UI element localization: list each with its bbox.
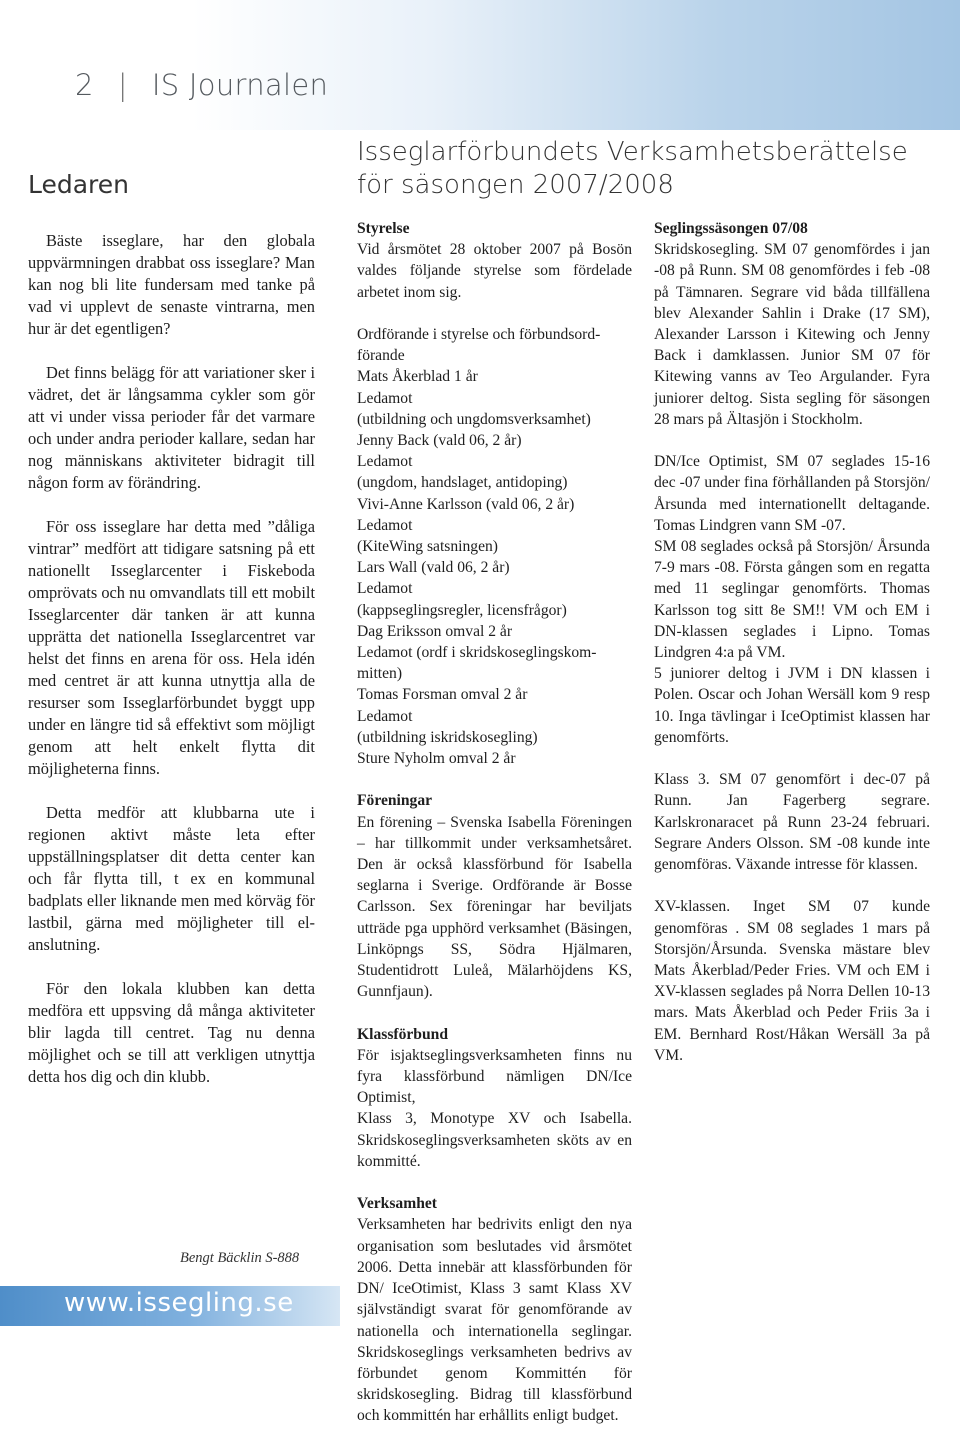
board-member-list <box>357 324 632 769</box>
editorial-paragraph: Bäste isseglare, har den globala uppvärmningen drabbat oss isseglare? Man kan nog bli lite fundersam med tanke på vad vi upplevt de senaste vintrarna, men hur är det egentligen? <box>28 231 315 338</box>
verksamhet-text: Verksamheten har bedrivits enligt den nya organisation som beslutades vid årsmötet 2006. Detta innebär att klassförbunden för DN/ IceOtimist, Klass 3 samt Klass XV självständigt svarat för genomförande av nationella och internationella seglingar. Skridskoseglings verksamheten bedrivs av förbundet genom Kommittén för skridskosegling. Bidrag till klassförbund och kommittén har erhållits enligt budget. <box>357 1216 632 1425</box>
board-line: Mats Åkerblad 1 år <box>357 368 478 386</box>
board-line: Sture Nyholm omval 2 år <box>357 750 516 768</box>
section-heading-seglingssasongen: Seglingssäsongen 07/08 <box>654 220 808 237</box>
board-line: Ledamot <box>357 389 413 407</box>
editorial-paragraph: Detta medför att klubbarna ute i regionen aktivt måste leta efter uppställningsplatser dit detta center kan och får flytta till, t ex en kommunal badplats eller liknande men med körväg för lastbil, gärna med möjligheter till el-anslutning. <box>28 803 315 954</box>
styrelse-intro: Vid årsmötet 28 oktober 2007 på Bosön valdes följande styrelse som fördelade arbetet inom sig. <box>357 241 632 301</box>
header-band <box>0 0 960 130</box>
board-line: Ordförande i styrelse och förbundsord- <box>357 326 601 343</box>
board-line: Ledamot <box>357 453 413 471</box>
season-paragraph: XV-klassen. Inget SM 07 kunde genomföras . SM 08 seglades 1 mars på Storsjön/Årsunda. Svenska mästare blev Mats Åkerblad/Peder Fries. VM och EM i XV-klassen seglades på Norra Dellen 10-13 mars. Mats Åkerblad och Peder Friis 3a i EM. Bernhard Rost/Håkan Wersäll 3a på VM. <box>654 898 930 1064</box>
board-line: Ledamot <box>357 516 413 534</box>
board-line: Ledamot <box>357 707 413 725</box>
board-line: (utbildning iskridskosegling) <box>357 728 538 746</box>
board-line: förande <box>357 347 405 365</box>
editorial-paragraph: Det finns belägg för att variationer sker i vädret, det är långsamma cykler som gör att vi under vissa perioder får det varmare och under andra perioder kallare, sedan har nog människans aktiviteter bidragit till någon form av förändring. <box>28 363 315 492</box>
page-header <box>75 68 328 102</box>
board-line: Jenny Back (vald 06, 2 år) <box>357 432 522 450</box>
board-line: Vivi-Anne Karlsson (vald 06, 2 år) <box>357 495 575 513</box>
board-line: Tomas Forsman omval 2 år <box>357 686 528 704</box>
board-line: Lars Wall (vald 06, 2 år) <box>357 559 510 577</box>
editorial-signature: Bengt Bäcklin S-888 <box>180 1250 300 1266</box>
board-line: (utbildning och ungdomsverksamhet) <box>357 410 591 428</box>
foreningar-text: En förening – Svenska Isabella Föreningen – har tillkommit under verksamhetsåret. Den är också klassförbund för Isabella seglarna i Sverige. Ordförande är Bosse Carlsson. Sex föreningar har beviljats utträde pga upphörd verksamhet (Bäsingen, Linköpngs SS, Södra Hjälmaren, Studentidrott Luleå, Mälarhöjdens KS, Gunnfjaun). <box>357 813 632 1001</box>
klassforbund-text: För isjaktseglingsverksamheten finns nu fyra klassförbund nämligen DN/Ice Optimist, <box>357 1046 632 1107</box>
season-paragraph: Klass 3. SM 07 genomfört i dec-07 på Runn. Jan Fagerberg segrare. Karlskronaracet på Runn 23-24 februari. Segrare Anders Olsson. SM -08 kunde inte genomföras. Växande intresse för klassen. <box>654 771 930 874</box>
board-line: (ungdom, handslaget, antidoping) <box>357 474 568 492</box>
editorial-paragraph: För den lokala klubben kan detta medföra ett uppsving då många aktiviteter blir lagda till centret. Tag nu denna möjlighet och se till att verkligen utnyttja detta hos dig och din klubb. <box>28 979 315 1086</box>
board-line: Ledamot <box>357 580 413 598</box>
board-line: mitten) <box>357 665 403 683</box>
header-separator: | <box>117 68 128 102</box>
board-line: Dag Eriksson omval 2 år <box>357 622 513 640</box>
season-paragraph: SM 08 seglades också på Storsjön/ Årsunda 7-9 mars -08. Första gången som en regatta med 11 seglingar genomförts. Thomas Karlsson tog sitt 8e SM!! VM och EM i DN-klassen seglades i Lipno. Tomas Lindgren 4:a på VM. <box>654 538 930 662</box>
section-heading-verksamhet: Verksamhet <box>357 1195 437 1213</box>
season-paragraph: DN/Ice Optimist, SM 07 seglades 15-16 dec -07 under fina förhållanden på Storsjön/Årsunda med internationellt deltagande. Tomas Lindgren vann SM -07. <box>654 453 930 534</box>
board-line: Ledamot (ordf i skridskoseglingskom- <box>357 644 597 662</box>
season-paragraph: Skridskosegling. SM 07 genomfördes i jan -08 på Runn. SM 08 genomfördes i feb -08 på Tämnaren. Segrare vid båda tillfällena blev Alexander Sahlin i Drake (17 SM), Alexander Larsson i Kitewing och Jenny Back i damklassen. Junior SM 07 för Kitewing vanns av Teo Argulander. Fyra juniorer deltog. Sista segling för säsongen 28 mars på Ältasjön i Stockholm. <box>654 241 930 428</box>
section-heading-styrelse: Styrelse <box>357 220 410 237</box>
board-line: (KiteWing satsningen) <box>357 538 498 556</box>
editorial-title: Ledaren <box>28 170 130 199</box>
editorial-paragraph: För oss isseglare har detta med ”dåliga vintrar” medfört att tidigare satsning på ett nationellt Isseglarcenter i Fiskeboda omprövats och nu omvandlats till ett mobilt Isseglarcenter där tanken är att kunna upprätta det nationella Isseglarcentret var helst det finns en arena för oss. Hela idén med centret är att kunna utnyttja alla de resurser som Isseglarförbundet byggt upp under en längre tid så effektivt som möjligt genom att helt enkelt flytta dit möjligheterna finns. <box>28 517 315 778</box>
page-number: 2 <box>75 68 94 102</box>
season-paragraph: 5 juniorer deltog i JVM i DN klassen i Polen. Oscar och Johan Wersäll kom 9 resp 10. Inga tävlingar i IceOptimist klassen har genomförts. <box>654 665 930 746</box>
article-title: Isseglarförbundets Verksamhetsberättelse för säsongen 2007/2008 <box>357 137 908 200</box>
article-column-right <box>654 218 930 1087</box>
footer-band <box>0 1286 340 1326</box>
section-heading-klassforbund: Klassförbund <box>357 1025 448 1043</box>
journal-title: IS Journalen <box>151 68 329 102</box>
board-line: (kappseglingsregler, licensfrågor) <box>357 601 567 619</box>
klassforbund-text-2: Klass 3, Monotype XV och Isabella. Skridskoseglingsverksamheten sköts av en kommitté. <box>357 1110 632 1170</box>
section-heading-foreningar: Föreningar <box>357 792 433 810</box>
editorial-column <box>0 130 340 1326</box>
website-url[interactable]: www.issegling.se <box>64 1288 294 1318</box>
article-column-middle <box>357 218 632 1448</box>
editorial-body <box>28 230 315 1110</box>
